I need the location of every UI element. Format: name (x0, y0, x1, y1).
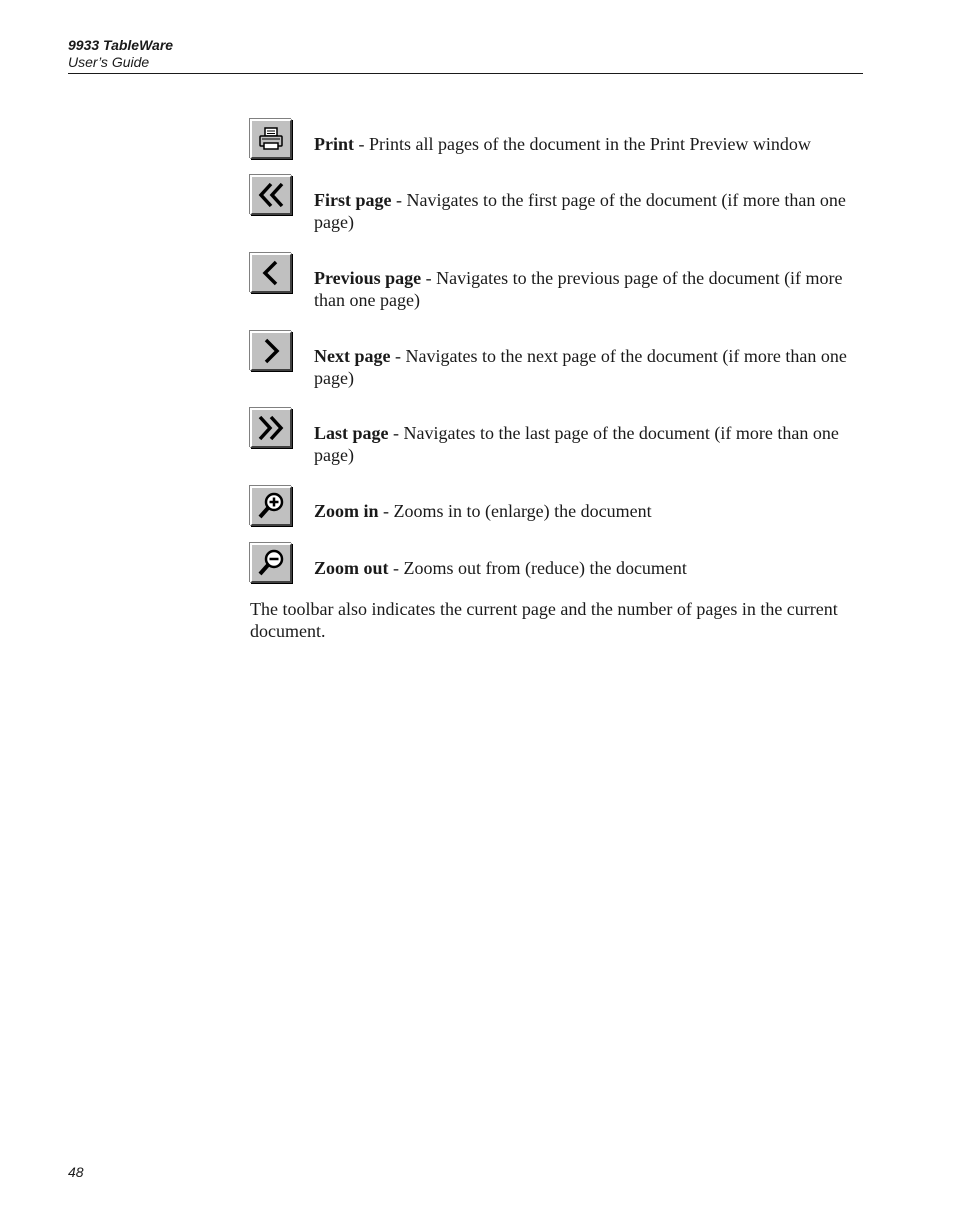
tool-entry-next-page (250, 331, 860, 389)
tool-description: - Navigates to the first page of the document (if more than one page) (314, 190, 846, 232)
tool-name: Next page (314, 346, 391, 366)
page-header (68, 37, 863, 71)
tool-description: - Zooms in to (enlarge) the document (378, 501, 652, 521)
printer-icon[interactable] (250, 119, 292, 159)
closing-paragraph: The toolbar also indicates the current page and the number of pages in the current document. (250, 599, 838, 641)
tool-name: Zoom in (314, 501, 379, 521)
tool-entry-last-page (250, 408, 860, 466)
zoom-in-icon[interactable] (250, 486, 292, 526)
tool-entry-zoom-in (250, 486, 860, 526)
tool-description: - Navigates to the last page of the document (if more than one page) (314, 423, 839, 465)
page-number: 48 (68, 1164, 84, 1180)
tool-name: Previous page (314, 268, 422, 288)
document-title: 9933 TableWare (68, 37, 174, 53)
tool-description: - Navigates to the next page of the document (if more than one page) (314, 346, 847, 388)
tool-name: Print (314, 134, 354, 154)
document-subtitle: User’s Guide (68, 54, 150, 70)
tool-entry-zoom-out (250, 543, 860, 583)
tool-name: Last page (314, 423, 389, 443)
tool-description: - Prints all pages of the document in the Print Preview window (354, 134, 811, 154)
zoom-out-icon[interactable] (250, 543, 292, 583)
tool-description: - Navigates to the previous page of the document (if more than one page) (314, 268, 843, 310)
header-divider (68, 73, 863, 74)
tool-entry-first-page (250, 175, 860, 233)
tool-name: First page (314, 190, 392, 210)
tool-name: Zoom out (314, 558, 389, 578)
tool-description: - Zooms out from (reduce) the document (388, 558, 687, 578)
chevron-right-icon[interactable] (250, 331, 292, 371)
tool-entry-print (250, 119, 860, 159)
double-chevron-right-icon[interactable] (250, 408, 292, 448)
tool-entry-previous-page (250, 253, 860, 311)
chevron-left-icon[interactable] (250, 253, 292, 293)
double-chevron-left-icon[interactable] (250, 175, 292, 215)
